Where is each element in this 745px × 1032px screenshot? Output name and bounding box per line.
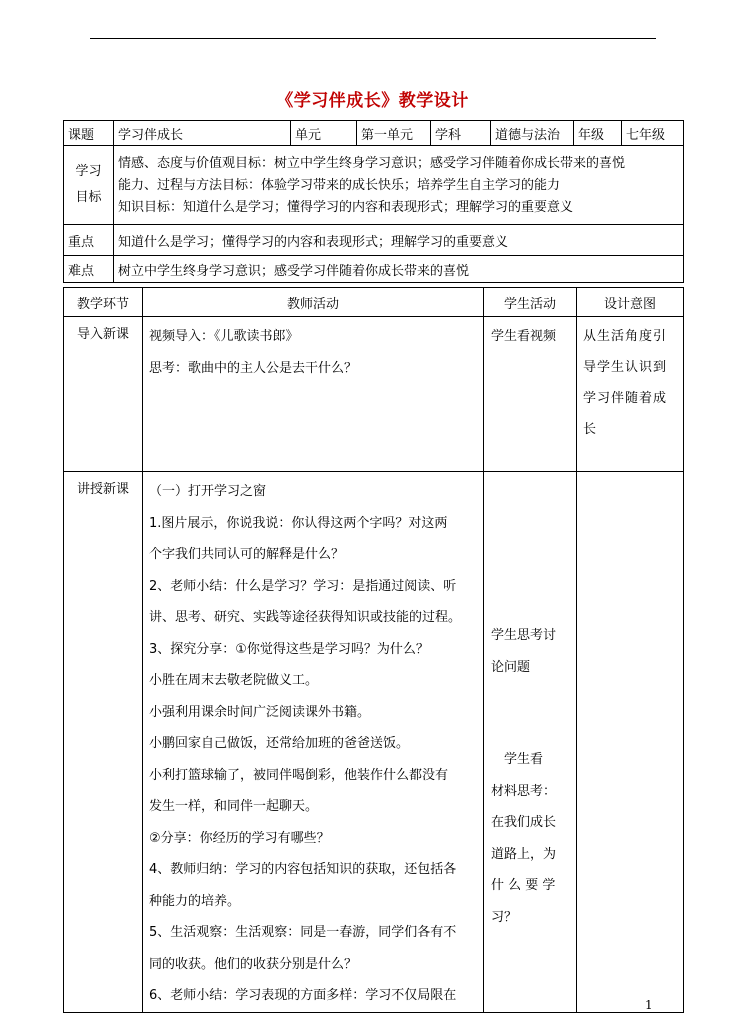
new-lesson-teacher-activity: [143, 472, 484, 1013]
intro-stage: 导入新课: [64, 317, 143, 472]
teacher-line: 4、教师归纳：学习的内容包括知识的获取，还包括各: [149, 862, 457, 877]
grade-value: 七年级: [622, 121, 684, 146]
teaching-plan-table: [63, 287, 684, 1013]
new-lesson-student-activity: [484, 472, 577, 1013]
goal-line: 知识目标：知道什么是学习；懂得学习的内容和表现形式；理解学习的重要意义: [118, 200, 574, 215]
teacher-line: 视频导入：《儿歌读书郎》: [149, 329, 299, 344]
student-line: 学生思考讨: [491, 628, 557, 643]
teacher-line: 小鹏回家自己做饭，还常给加班的爸爸送饭。: [149, 736, 410, 751]
design-line: 学习伴随着成: [583, 391, 668, 406]
unit-label: 单元: [291, 121, 357, 146]
new-lesson-stage: 讲授新课: [64, 472, 143, 1013]
student-activity-group: [491, 744, 572, 933]
student-line: 道路上，为: [491, 846, 557, 862]
teacher-line: 同的收获。他们的收获分别是什么？: [149, 956, 358, 972]
student-line: 在我们成长: [491, 815, 557, 830]
student-line: 什 么 要 学: [491, 878, 556, 893]
lesson-label: 课题: [64, 121, 114, 146]
student-line: 学生看: [491, 752, 544, 767]
new-lesson-design-intent: [577, 472, 684, 1013]
goals-row: [64, 146, 684, 225]
teacher-line: 2、老师小结：什么是学习？学习：是指通过阅读、听: [149, 578, 457, 594]
goals-label-line: 学习: [75, 164, 102, 179]
intro-row: [64, 317, 684, 472]
student-header: 学生活动: [484, 288, 577, 317]
teacher-line: 小胜在周末去敬老院做义工。: [149, 673, 319, 688]
teacher-line: 6、老师小结：学习表现的方面多样：学习不仅局限在: [149, 988, 457, 1003]
student-line: 材料思考：: [491, 783, 557, 799]
lesson-value: 学习伴成长: [114, 121, 291, 146]
intro-teacher-activity: [143, 317, 484, 472]
lesson-info-row: [64, 121, 684, 146]
subject-label: 学科: [431, 121, 491, 146]
student-line: 论问题: [491, 659, 531, 675]
student-line: 习？: [491, 909, 518, 925]
plan-header-row: [64, 288, 684, 317]
teacher-line: 思考：歌曲中的主人公是去干什么？: [149, 360, 358, 376]
teacher-header: 教师活动: [143, 288, 484, 317]
unit-value: 第一单元: [357, 121, 431, 146]
difficulties-text: 树立中学生终身学习意识；感受学习伴随着你成长带来的喜悦: [114, 256, 684, 283]
teacher-line: 3、探究分享：①你觉得这些是学习吗？为什么？: [149, 641, 429, 657]
goals-text: [114, 146, 684, 225]
teacher-line: 小强利用课余时间广泛阅读课外书籍。: [149, 704, 371, 720]
key-points-label: 重点: [64, 225, 114, 256]
goal-line: 情感、态度与价值观目标：树立中学生终身学习意识；感受学习伴随着你成长带来的喜悦: [118, 156, 626, 171]
teacher-line: 5、生活观察：生活观察：同是一春游，同学们各有不: [149, 925, 457, 940]
teacher-line: 1.图片展示，你说我说：你认得这两个字吗？对这两: [149, 515, 448, 531]
header-rule: [90, 38, 656, 39]
teacher-line: 种能力的培养。: [149, 893, 241, 909]
lesson-info-table: [63, 120, 684, 283]
intro-design-intent: [577, 317, 684, 472]
design-line: 长: [583, 422, 598, 437]
design-line: 导学生认识到: [583, 360, 668, 375]
teacher-line: （一）打开学习之窗: [149, 484, 267, 499]
goals-label-line: 目标: [75, 190, 102, 205]
teacher-line: 个字我们共同认可的解释是什么？: [149, 547, 345, 562]
teacher-line: ②分享：你经历的学习有哪些？: [149, 830, 330, 846]
student-line: 学生看视频: [491, 329, 557, 344]
difficulties-label: 难点: [64, 256, 114, 283]
intro-student-activity: [484, 317, 577, 472]
key-points-text: 知道什么是学习；懂得学习的内容和表现形式；理解学习的重要意义: [114, 225, 684, 256]
stage-header: 教学环节: [64, 288, 143, 317]
teacher-line: 小利打篮球输了，被同伴喝倒彩，他装作什么都没有: [149, 767, 449, 783]
goals-label: [64, 146, 114, 225]
difficulties-row: [64, 256, 684, 283]
subject-value: 道德与法治: [491, 121, 574, 146]
design-line: 从生活角度引: [583, 329, 668, 344]
teacher-line: 讲、思考、研究、实践等途径获得知识或技能的过程。: [149, 610, 462, 625]
grade-label: 年级: [574, 121, 622, 146]
document-title: 《学习伴成长》教学设计: [276, 91, 469, 111]
teacher-line: 发生一样，和同伴一起聊天。: [149, 799, 319, 814]
goal-line: 能力、过程与方法目标：体验学习带来的成长快乐；培养学生自主学习的能力: [118, 178, 561, 193]
new-lesson-row: [64, 472, 684, 1013]
key-points-row: [64, 225, 684, 256]
page-number: 1: [645, 998, 653, 1012]
design-header: 设计意图: [577, 288, 684, 317]
